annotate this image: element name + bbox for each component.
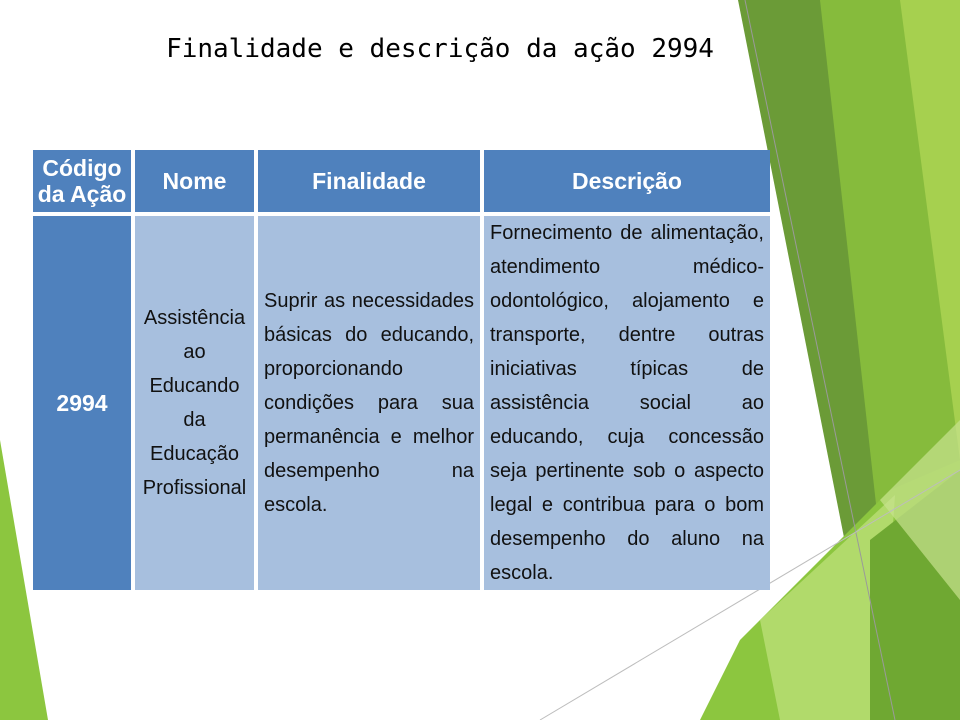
- page-title: Finalidade e descrição da ação 2994: [166, 34, 714, 64]
- cell-code: 2994: [33, 216, 131, 590]
- cell-descricao: Fornecimento de alimentação, atendimento médico-odontológico, alojamento e transporte, dentre outras iniciativas típicas de assistência social ao educando, cuja concessão seja pertinente sob o aspecto legal e contribua para o bom desempenho do aluno na escola.: [484, 216, 770, 590]
- header-finalidade: Finalidade: [258, 150, 480, 212]
- cell-finalidade: Suprir as necessidades básicas do educando, proporcionando condições para sua permanência e melhor desempenho na escola.: [258, 216, 480, 590]
- header-descricao: Descrição: [484, 150, 770, 212]
- action-table: [29, 146, 774, 594]
- header-nome: Nome: [135, 150, 254, 212]
- cell-nome: Assistência ao Educando da Educação Profissional: [135, 216, 254, 590]
- table-header-row: [33, 150, 770, 212]
- header-codigo: Código da Ação: [33, 150, 131, 212]
- table-row: [33, 216, 770, 590]
